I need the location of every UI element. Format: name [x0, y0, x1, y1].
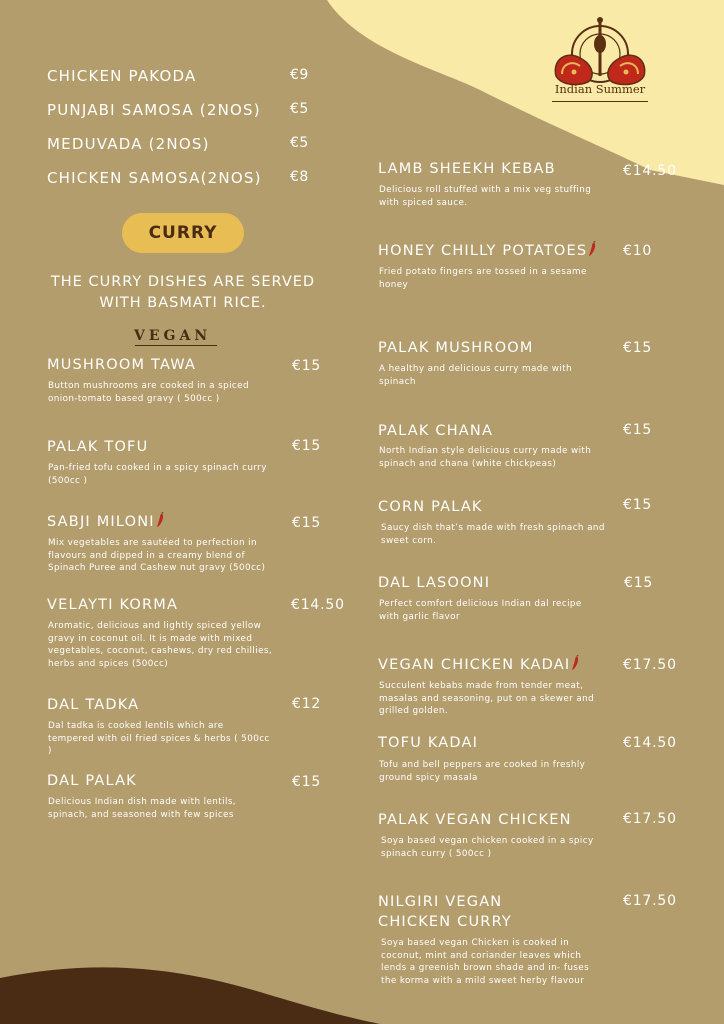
- dish-name: NILGIRI VEGAN CHICKEN CURRY: [378, 894, 512, 930]
- dish-name: PALAK CHANA: [378, 423, 494, 439]
- dish-description: Succulent kebabs made from tender meat, masalas and seasoning, put on a skewer and grilled golden.: [379, 681, 595, 716]
- dish-description: Soya based vegan Chicken is cooked in coconut, mint and coriander leaves which lends a greenish brown shade and in- fuses the korma with a mild sweet herby flavour: [381, 938, 590, 986]
- dish-price: €14.50: [623, 735, 677, 751]
- dish-name-spicy: [378, 241, 597, 261]
- dish-description: A healthy and delicious curry made with spinach: [379, 364, 573, 387]
- dish-name-spicy: [47, 512, 165, 532]
- dish-description: Button mushrooms are cooked in a spiced onion-tomato based gravy ( 500cc ): [48, 381, 249, 404]
- dish-name: DAL PALAK: [47, 773, 137, 789]
- dish-name: PALAK MUSHROOM: [378, 340, 534, 356]
- dish-name-spicy: [378, 655, 580, 675]
- dish-price: €17.50: [623, 657, 677, 673]
- dish-name: DAL LASOONI: [378, 575, 491, 591]
- dish-price: €12: [292, 696, 322, 712]
- dish-name-text: HONEY CHILLY POTATOES: [378, 243, 588, 259]
- dish-description: Pan-fried tofu cooked in a spicy spinach curry (500cc ): [48, 463, 267, 486]
- dish-name: DAL TADKA: [47, 697, 140, 713]
- dish-name-text: VEGAN CHICKEN KADAI: [378, 657, 571, 673]
- snack-price: €8: [290, 169, 309, 185]
- chili-pepper-icon: [588, 241, 597, 257]
- dish-price: €17.50: [623, 811, 677, 827]
- dish-price: €15: [623, 497, 653, 513]
- dish-description: Delicious Indian dish made with lentils, spinach, and seasoned with few spices: [48, 797, 236, 820]
- dish-name: PALAK TOFU: [47, 439, 149, 455]
- dish-description: Soya based vegan chicken cooked in a spicy spinach curry ( 500cc ): [381, 836, 594, 859]
- dish-description: Tofu and bell peppers are cooked in freshly ground spicy masala: [379, 760, 586, 783]
- dish-price: €15: [623, 340, 653, 356]
- dish-name: LAMB SHEEKH KEBAB: [378, 161, 556, 177]
- dish-description: Aromatic, delicious and lightly spiced yellow gravy in coconut oil. It is made with mixed vegetables, coconut, cashews, dry red chillies, herbs and spices (500cc): [48, 621, 273, 669]
- dish-description: Dal tadka is cooked lentils which are tempered with oil fried spices & herbs ( 500cc ): [48, 721, 270, 756]
- snack-price: €9: [290, 67, 309, 83]
- snack-name: MEDUVADA (2NOS): [47, 135, 210, 153]
- dish-name: VELAYTI KORMA: [47, 597, 179, 613]
- dish-price: €15: [292, 774, 322, 790]
- dish-price: €14.50: [291, 597, 345, 613]
- curry-section-note: THE CURRY DISHES ARE SERVED WITH BASMATI RICE.: [50, 274, 316, 311]
- snack-name: PUNJABI SAMOSA (2NOS): [47, 101, 261, 119]
- vegan-subheading: VEGAN: [134, 328, 212, 344]
- chili-pepper-icon: [156, 512, 165, 528]
- dish-price: €15: [623, 422, 653, 438]
- brand-name: Indian Summer: [554, 82, 646, 96]
- dish-price: €17.50: [623, 893, 677, 909]
- dish-description: Fried potato fingers are tossed in a sesame honey: [379, 267, 587, 290]
- dish-description: Mix vegetables are sautéed to perfection in flavours and dipped in a creamy blend of Spinach Puree and Cashew nut gravy (500cc): [48, 538, 266, 573]
- vegan-underline: [135, 345, 217, 346]
- dish-price: €15: [292, 515, 322, 531]
- dish-name: PALAK VEGAN CHICKEN: [378, 812, 572, 828]
- dish-price: €15: [292, 358, 322, 374]
- snack-name: CHICKEN PAKODA: [47, 67, 197, 85]
- dish-description: Delicious roll stuffed with a mix veg stuffing with spiced sauce.: [379, 185, 592, 208]
- dish-name-text: SABJI MILONI: [47, 514, 155, 530]
- dish-description: North Indian style delicious curry made with spinach and chana (white chickpeas): [379, 446, 592, 469]
- dish-price: €10: [623, 243, 653, 259]
- dish-description: Perfect comfort delicious Indian dal recipe with garlic flavor: [379, 599, 582, 622]
- snack-price: €5: [290, 101, 309, 117]
- dish-name: TOFU KADAI: [378, 735, 479, 751]
- dish-description: Saucy dish that’s made with fresh spinach and sweet corn.: [381, 523, 605, 546]
- dish-price: €14.50: [623, 163, 677, 179]
- dish-name: CORN PALAK: [378, 499, 483, 515]
- dish-name: MUSHROOM TAWA: [47, 357, 197, 373]
- snack-price: €5: [290, 135, 309, 151]
- chili-pepper-icon: [571, 655, 580, 671]
- brand-underline: [552, 101, 648, 102]
- curry-section-badge: CURRY: [122, 213, 244, 253]
- snack-name: CHICKEN SAMOSA(2NOS): [47, 169, 262, 187]
- dish-price: €15: [624, 575, 654, 591]
- dish-price: €15: [292, 438, 322, 454]
